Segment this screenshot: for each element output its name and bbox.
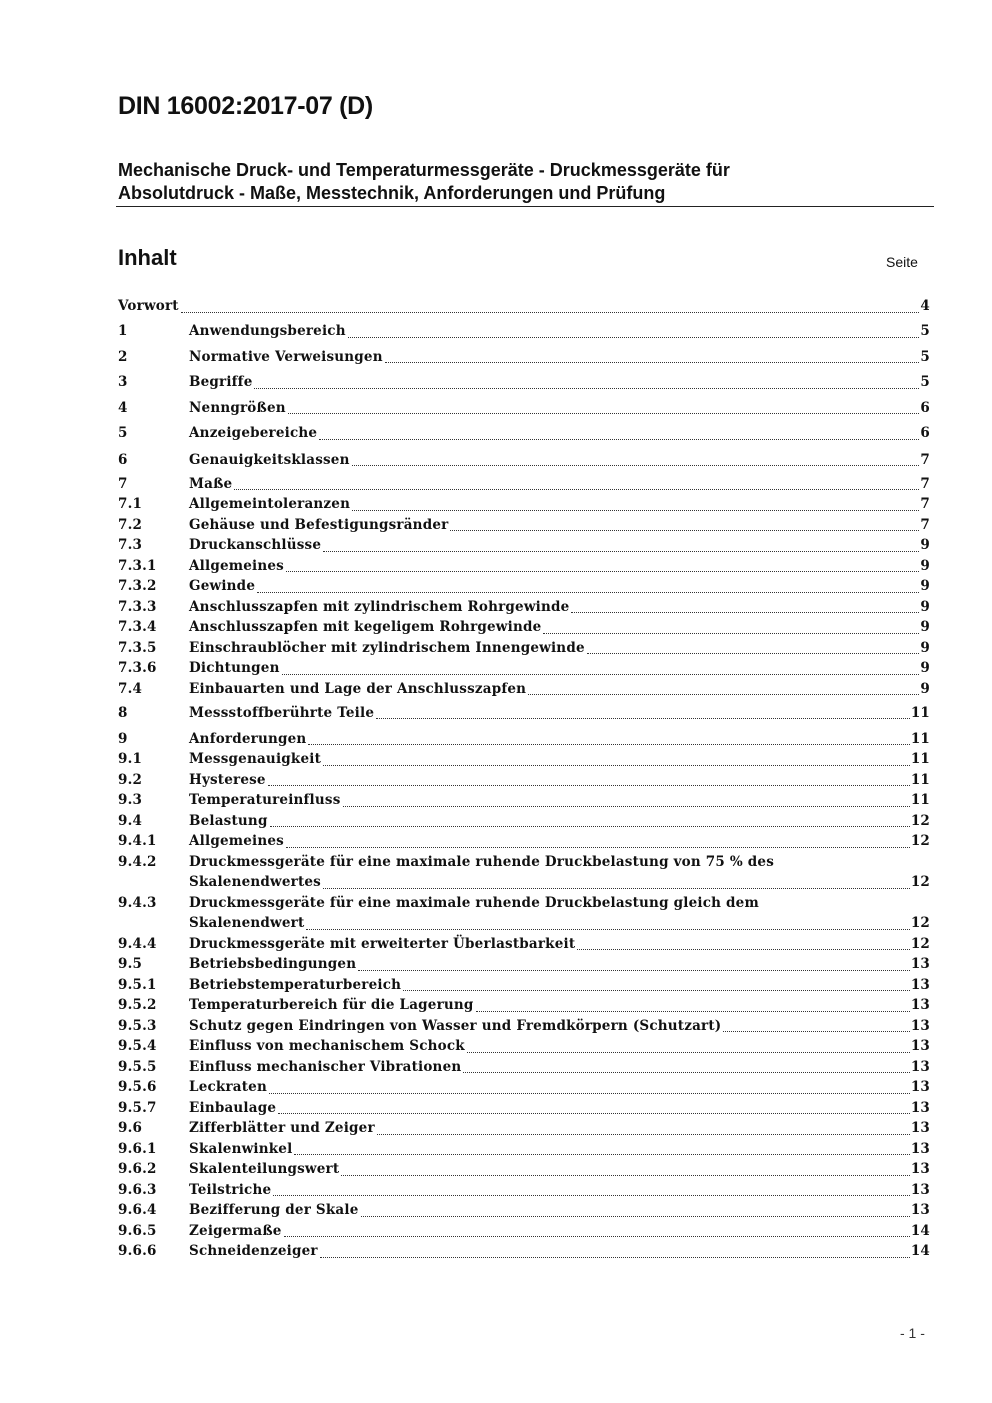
toc-entry-page: 12 (910, 812, 930, 829)
toc-entry-number: 7.2 (118, 516, 143, 533)
dot-leader (376, 718, 910, 719)
toc-entry-title: Einbauarten und Lage der Anschlusszapfen (189, 680, 527, 697)
toc-entry[interactable] (118, 597, 930, 618)
toc-entry[interactable] (118, 1221, 930, 1242)
toc-entry-page: 13 (910, 956, 930, 973)
dot-leader (320, 1257, 910, 1258)
toc-entry-page: 7 (920, 516, 930, 533)
toc-entry-page: 9 (920, 660, 930, 677)
toc-entry-number: 7.3.4 (118, 619, 157, 636)
dot-leader (385, 362, 920, 363)
toc-entry-page: 5 (920, 374, 930, 391)
dot-leader (308, 744, 909, 745)
toc-entry-page: 6 (920, 399, 930, 416)
toc-entry-number: 6 (118, 451, 128, 468)
toc-entry[interactable] (118, 703, 930, 724)
toc-entry-page: 11 (910, 751, 930, 768)
dot-leader (476, 1011, 910, 1012)
page-column-label: Seite (886, 254, 918, 270)
toc-entry-number: 9.5 (118, 956, 143, 973)
toc-entry-page: 7 (920, 475, 930, 492)
toc-entry-number: 7.3 (118, 537, 143, 554)
toc-entry-title: Anschlusszapfen mit zylindrischem Rohrgewinde (189, 598, 570, 615)
dot-leader (361, 1216, 910, 1217)
toc-entry-title: Messgenauigkeit (189, 751, 322, 768)
dot-leader (288, 413, 920, 414)
toc-entry-title: Anwendungsbereich (189, 323, 346, 339)
dot-leader (543, 633, 919, 634)
toc-entry[interactable] (118, 450, 930, 471)
toc-entry[interactable] (118, 995, 930, 1016)
dot-leader (323, 551, 919, 552)
document-number: DIN 16002:2017-07 (D) (118, 92, 373, 120)
toc-entry-title: Genauigkeitsklassen (189, 451, 350, 468)
toc-entry-number: 9.1 (118, 751, 143, 768)
toc-entry-title: Einbaulage (189, 1099, 277, 1116)
toc-entry[interactable] (118, 1016, 930, 1037)
toc-entry-title: Begriffe (189, 374, 253, 391)
toc-entry[interactable] (118, 535, 930, 556)
toc-entry-page: 13 (910, 997, 930, 1014)
toc-entry-title: Anforderungen (189, 730, 307, 747)
toc-entry[interactable] (118, 576, 930, 597)
toc-entry-number: 7.3.2 (118, 578, 157, 595)
dot-leader (286, 571, 919, 572)
toc-entry-page: 13 (910, 1017, 930, 1034)
toc-entry[interactable] (118, 831, 930, 852)
toc-entry-title: Gewinde (189, 578, 256, 595)
toc-entry-title: Schutz gegen Eindringen von Wasser und Fremdkörpern (Schutzart) (189, 1017, 722, 1034)
toc-entry[interactable] (118, 790, 930, 811)
page-number-footer: - 1 - (900, 1325, 925, 1341)
toc-entry[interactable] (118, 1077, 930, 1098)
toc-entry-page: 13 (910, 976, 930, 993)
toc-entry-number: 9.4.1 (118, 833, 157, 850)
toc-entry-page: 14 (910, 1222, 930, 1239)
dot-leader (358, 970, 910, 971)
toc-entry-title: Teilstriche (189, 1181, 272, 1198)
toc-entry-number: 9.5.6 (118, 1079, 157, 1096)
dot-leader (343, 806, 910, 807)
toc-entry-number: 9.4 (118, 812, 143, 829)
toc-entry-page: 11 (910, 704, 930, 721)
toc-entry-number: 9.5.7 (118, 1099, 157, 1116)
toc-entry-title: Betriebsbedingungen (189, 956, 357, 973)
toc-entry[interactable] (118, 423, 930, 444)
toc-entry-number: 9.5.5 (118, 1058, 157, 1075)
toc-entry-page: 11 (910, 730, 930, 747)
toc-entry[interactable] (118, 474, 930, 495)
toc-entry-number: 2 (118, 348, 128, 365)
toc-entry-title: Anzeigebereiche (189, 425, 318, 442)
dot-leader (181, 312, 920, 313)
toc-entry-title: Bezifferung der Skale (189, 1202, 359, 1219)
toc-entry[interactable] (118, 321, 930, 342)
toc-entry[interactable] (118, 515, 930, 536)
dot-leader (528, 694, 919, 695)
toc-entry[interactable] (118, 1241, 930, 1262)
toc-entry-title: Skalenteilungswert (189, 1161, 340, 1178)
document-subtitle: Mechanische Druck- und Temperaturmessgeräte - Druckmessgeräte für Absolutdruck - Maße, Messtechnik, Anforderungen und Prüfung (118, 160, 730, 203)
dot-leader (323, 888, 910, 889)
toc-entry-page: 13 (910, 1181, 930, 1198)
dot-leader (268, 785, 910, 786)
toc-entry-number: 9.6.6 (118, 1243, 157, 1260)
toc-entry-number: 9 (118, 730, 128, 747)
toc-entry[interactable] (118, 1139, 930, 1160)
toc-entry[interactable] (118, 398, 930, 419)
dot-leader (306, 929, 909, 930)
toc-entry[interactable] (118, 975, 930, 996)
dot-leader (257, 592, 919, 593)
toc-entry-page: 11 (910, 792, 930, 809)
toc-entry-number: 9.6.1 (118, 1140, 157, 1157)
toc-entry-title: Leckraten (189, 1079, 267, 1096)
toc-entry-page: 13 (910, 1120, 930, 1137)
toc-entry-title: Messstoffberührte Teile (189, 704, 375, 721)
toc-entry-title: Vorwort (118, 298, 179, 314)
toc-entry-number: 9.4.3 (118, 894, 157, 911)
dot-leader (577, 949, 910, 950)
toc-entry[interactable] (118, 1118, 930, 1139)
toc-entry-title: Schneidenzeiger (189, 1243, 318, 1260)
toc-entry-title: Normative Verweisungen (189, 348, 383, 365)
toc-entry-number: 9.4.4 (118, 935, 157, 952)
toc-entry-page: 4 (920, 298, 930, 314)
toc-entry-title: Druckanschlüsse (189, 537, 322, 554)
toc-entry[interactable] (118, 494, 930, 515)
dot-leader (269, 1093, 910, 1094)
toc-entry-title: Allgemeines (189, 557, 284, 574)
table-of-contents (118, 296, 930, 1262)
dot-leader (450, 530, 919, 531)
dot-leader (286, 847, 910, 848)
toc-entry-number: 5 (118, 425, 128, 442)
toc-entry-title: Einfluss mechanischer Vibrationen (189, 1058, 462, 1075)
dot-leader (278, 1113, 910, 1114)
toc-entry[interactable] (118, 617, 930, 638)
toc-entry-page: 13 (910, 1202, 930, 1219)
toc-entry-number: 9.5.3 (118, 1017, 157, 1034)
toc-entry-page: 6 (920, 425, 930, 442)
toc-entry[interactable] (118, 770, 930, 791)
dot-leader (467, 1052, 910, 1053)
toc-entry-page: 14 (910, 1243, 930, 1260)
dot-leader (377, 1134, 910, 1135)
title-divider (116, 206, 934, 207)
toc-entry-title: Skalenwinkel (189, 1140, 293, 1157)
toc-entry-number: 9.5.4 (118, 1038, 157, 1055)
dot-leader (352, 510, 919, 511)
toc-entry[interactable] (118, 1036, 930, 1057)
toc-entry-page: 13 (910, 1079, 930, 1096)
toc-entry-title: Gehäuse und Befestigungsränder (189, 516, 449, 533)
toc-entry-page: 12 (910, 874, 930, 891)
toc-entry[interactable] (118, 372, 930, 393)
toc-entry-number: 7.4 (118, 680, 143, 697)
toc-entry-number: 9.3 (118, 792, 143, 809)
toc-entry[interactable] (118, 729, 930, 750)
toc-entry[interactable] (118, 556, 930, 577)
toc-entry[interactable] (118, 811, 930, 832)
toc-entry-number: 4 (118, 399, 128, 416)
dot-leader (282, 674, 920, 675)
toc-entry-title: Temperatureinfluss (189, 792, 341, 809)
toc-entry[interactable] (118, 1159, 930, 1180)
toc-entry-page: 11 (910, 771, 930, 788)
toc-entry[interactable] (118, 1200, 930, 1221)
toc-entry-page: 12 (910, 833, 930, 850)
toc-entry-title: Maße (189, 475, 233, 492)
toc-entry-page: 5 (920, 323, 930, 339)
toc-entry-title: Betriebstemperaturbereich (189, 976, 402, 993)
dot-leader (348, 337, 920, 338)
toc-entry[interactable] (118, 749, 930, 770)
toc-entry-page: 9 (920, 598, 930, 615)
toc-entry-title: Zeigermaße (189, 1222, 282, 1239)
toc-entry-page: 12 (910, 915, 930, 932)
toc-entry-number: 1 (118, 323, 128, 339)
toc-entry[interactable] (118, 893, 930, 934)
toc-entry-page: 7 (920, 496, 930, 513)
toc-entry-title: Allgemeines (189, 833, 284, 850)
toc-entry-page: 9 (920, 557, 930, 574)
dot-leader (323, 765, 910, 766)
toc-entry[interactable] (118, 658, 930, 679)
toc-entry-title: Nenngrößen (189, 399, 286, 416)
toc-entry-title-continued: Skalenendwert (189, 915, 305, 932)
toc-entry-page: 13 (910, 1038, 930, 1055)
toc-entry-page: 9 (920, 639, 930, 656)
toc-entry-title-continued: Skalenendwertes (189, 874, 321, 891)
toc-entry-number: 9.5.1 (118, 976, 157, 993)
dot-leader (254, 388, 919, 389)
toc-entry-number: 9.5.2 (118, 997, 157, 1014)
toc-entry-number: 9.6.5 (118, 1222, 157, 1239)
toc-entry-title: Zifferblätter und Zeiger (189, 1120, 375, 1137)
toc-entry-title: Hysterese (189, 771, 266, 788)
toc-entry-page: 12 (910, 935, 930, 952)
toc-entry-number: 8 (118, 704, 128, 721)
toc-entry[interactable] (118, 1180, 930, 1201)
toc-entry-page: 9 (920, 537, 930, 554)
toc-entry-page: 13 (910, 1099, 930, 1116)
toc-entry-number: 9.6 (118, 1120, 143, 1137)
toc-entry-page: 9 (920, 578, 930, 595)
toc-entry-title: Anschlusszapfen mit kegeligem Rohrgewinde (189, 619, 542, 636)
toc-entry[interactable] (118, 347, 930, 368)
toc-entry-title: Temperaturbereich für die Lagerung (189, 997, 474, 1014)
toc-entry[interactable] (118, 1098, 930, 1119)
toc-entry[interactable] (118, 1057, 930, 1078)
dot-leader (294, 1154, 909, 1155)
toc-entry-page: 13 (910, 1140, 930, 1157)
toc-entry[interactable] (118, 934, 930, 955)
dot-leader (319, 439, 919, 440)
dot-leader (234, 489, 919, 490)
toc-entry-number: 7.1 (118, 496, 143, 513)
toc-entry-number: 7.3.3 (118, 598, 157, 615)
toc-entry-page: 9 (920, 619, 930, 636)
toc-entry-number: 7 (118, 475, 128, 492)
toc-entry[interactable] (118, 679, 930, 700)
toc-entry-title: Einschraublöcher mit zylindrischem Innengewinde (189, 639, 585, 656)
dot-leader (273, 1195, 910, 1196)
toc-entry-page: 5 (920, 348, 930, 365)
dot-leader (571, 612, 919, 613)
dot-leader (587, 653, 920, 654)
toc-entry[interactable] (118, 852, 930, 893)
dot-leader (270, 826, 910, 827)
dot-leader (284, 1236, 910, 1237)
dot-leader (723, 1031, 909, 1032)
toc-entry-number: 9.2 (118, 771, 143, 788)
toc-entry-title: Belastung (189, 812, 268, 829)
toc-entry-page: 13 (910, 1058, 930, 1075)
toc-entry-number: 7.3.1 (118, 557, 157, 574)
toc-entry-number: 7.3.5 (118, 639, 157, 656)
toc-entry-number: 7.3.6 (118, 660, 157, 677)
toc-entry-title: Druckmessgeräte mit erweiterter Überlastbarkeit (189, 935, 576, 952)
toc-entry[interactable] (118, 638, 930, 659)
toc-entry-title: Druckmessgeräte für eine maximale ruhende Druckbelastung gleich dem (189, 894, 759, 911)
dot-leader (352, 465, 920, 466)
toc-entry-title: Einfluss von mechanischem Schock (189, 1038, 465, 1055)
toc-entry-page: 13 (910, 1161, 930, 1178)
toc-entry-title: Dichtungen (189, 660, 280, 677)
toc-entry-title: Allgemeintoleranzen (189, 496, 351, 513)
toc-heading: Inhalt (118, 245, 177, 270)
toc-entry-number: 9.6.4 (118, 1202, 157, 1219)
dot-leader (403, 990, 910, 991)
toc-entry[interactable] (118, 954, 930, 975)
toc-entry[interactable] (118, 296, 930, 317)
dot-leader (463, 1072, 909, 1073)
toc-entry-page: 7 (920, 451, 930, 468)
dot-leader (341, 1175, 910, 1176)
toc-entry-number: 3 (118, 374, 128, 391)
toc-entry-number: 9.6.2 (118, 1161, 157, 1178)
toc-entry-page: 9 (920, 680, 930, 697)
toc-entry-title: Druckmessgeräte für eine maximale ruhende Druckbelastung von 75 % des (189, 853, 775, 870)
toc-entry-number: 9.4.2 (118, 853, 157, 870)
toc-entry-number: 9.6.3 (118, 1181, 157, 1198)
